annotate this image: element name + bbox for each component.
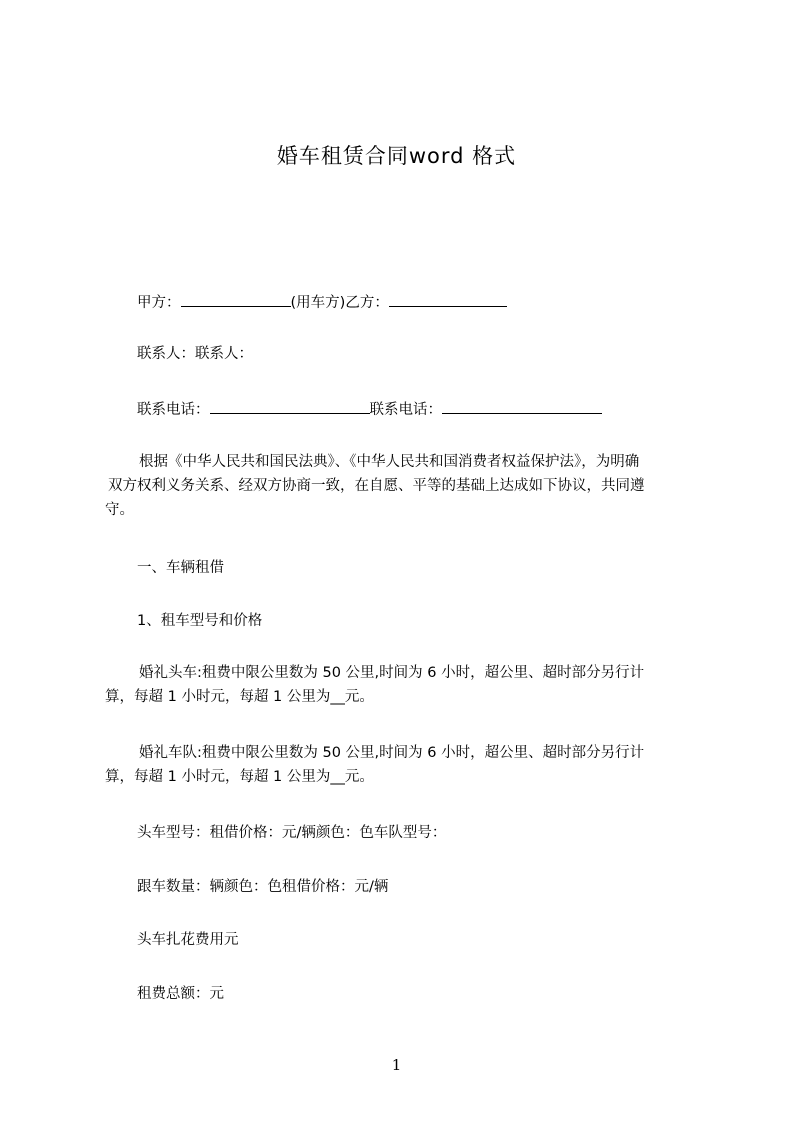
intro-paragraph [105, 450, 715, 522]
total-line: 租费总额：元 [137, 986, 224, 1002]
decoration-line: 头车扎花费用元 [137, 932, 239, 948]
phone-a-label: 联系电话： [137, 402, 210, 418]
subsection-heading-1: 1、租车型号和价格 [137, 613, 263, 629]
phone-b-blank [442, 397, 602, 414]
party-a-label: 甲方： [137, 295, 181, 311]
page-number: 1 [391, 1056, 402, 1074]
phone-b-label: 联系电话： [369, 402, 442, 418]
party-b-blank [389, 290, 507, 307]
fleet-line-1: 婚礼车队:租费中限公里数为 50 公里,时间为 6 小时，超公里、超时部分另行计 [139, 745, 645, 761]
user-party-label: (用车方)乙方： [290, 295, 389, 311]
lead-car-paragraph [105, 661, 715, 709]
lead-model-line: 头车型号：租借价格：元/辆颜色：色车队型号： [137, 825, 447, 841]
party-a-blank [181, 290, 291, 307]
lead-car-line-1: 婚礼头车:租费中限公里数为 50 公里,时间为 6 小时，超公里、超时部分另行计 [139, 665, 645, 681]
intro-line-3: 守。 [105, 502, 134, 518]
section-heading-1: 一、车辆租借 [137, 560, 224, 576]
lead-car-line-2: 算，每超 1 小时元，每超 1 公里为__元。 [105, 689, 374, 705]
document-title: 婚车租赁合同word 格式 [276, 144, 517, 168]
fleet-paragraph [105, 741, 715, 789]
intro-line-1: 根据《中华人民共和国民法典》、《中华人民共和国消费者权益保护法》，为明确 [139, 454, 640, 470]
intro-line-2: 双方权利义务关系、经双方协商一致，在自愿、平等的基础上达成如下协议，共同遵 [108, 478, 645, 494]
party-line [137, 290, 507, 314]
contacts-line: 联系人：联系人： [137, 346, 253, 362]
fleet-line-2: 算，每超 1 小时元，每超 1 公里为__元。 [105, 769, 374, 785]
phone-line [137, 397, 602, 421]
follow-car-line: 跟车数量：辆颜色：色租借价格：元/辆 [137, 879, 389, 895]
phone-a-blank [210, 397, 370, 414]
